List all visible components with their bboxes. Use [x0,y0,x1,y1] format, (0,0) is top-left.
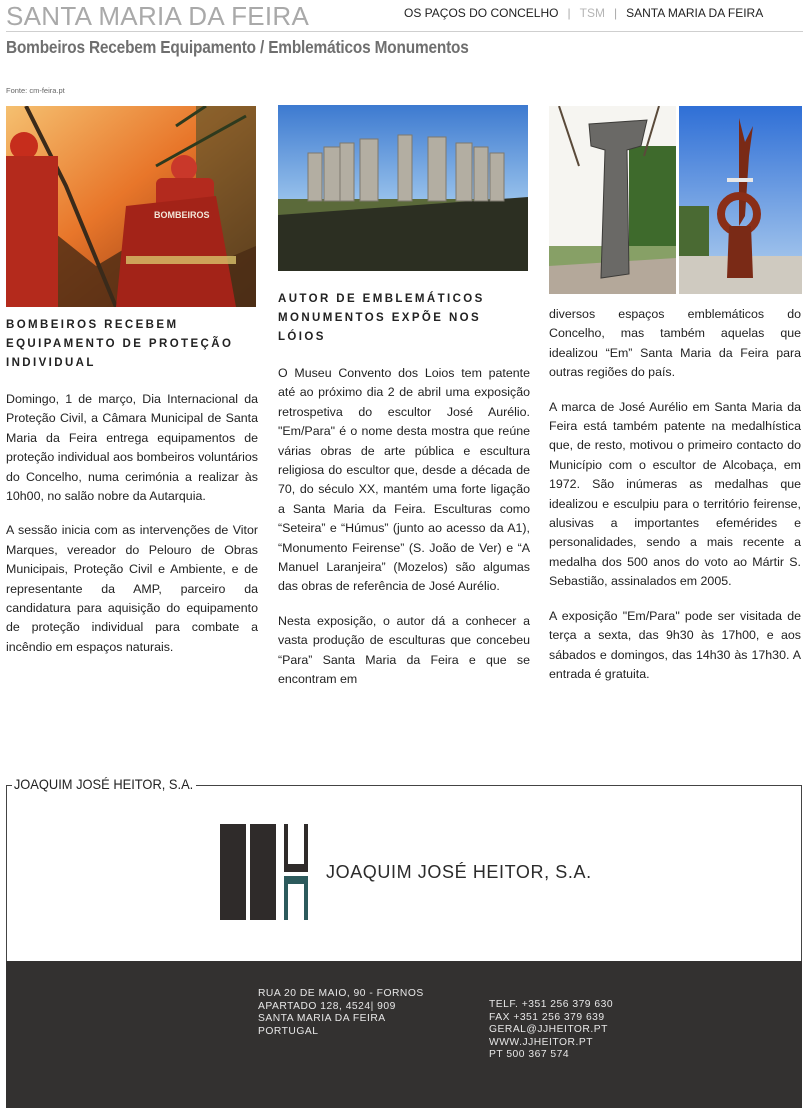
article-paragraph: diversos espaços emblemáticos do Concelho, mas também aquelas que idealizou “Em” Santa Maria da Feira para outras regiões do país. [549,307,801,380]
page-headline: Bombeiros Recebem Equipamento / Emblemáticos Monumentos [6,37,469,57]
top-nav [404,6,763,20]
article-jose-aurelio [278,290,530,705]
article-paragraph: A exposição "Em/Para" pode ser visitada de terça a sexta, das 9h30 às 17h00, e aos sábados e domingos, das 14h30 às 17h30. A entrada é gratuita. [549,608,801,681]
header-divider [6,31,803,32]
advertiser-contacts [489,999,613,1062]
sculpture-photo-2 [679,106,802,294]
nav-link-santa-maria-da-feira[interactable]: SANTA MARIA DA FEIRA [626,6,764,20]
tax-number: PT 500 367 574 [489,1049,570,1060]
nav-separator: | [613,6,618,20]
phone-number: TELF. +351 256 379 630 [489,999,614,1010]
masthead: SANTA MARIA DA FEIRA [6,1,310,31]
sculpture-photo-1 [549,106,676,294]
jjheitor-logo-icon [220,824,312,920]
nav-link-pacos-do-concelho[interactable]: OS PAÇOS DO CONCELHO [404,6,559,20]
article-paragraph: O Museu Convento dos Loios tem patente até ao próximo dia 2 de abril uma exposição retrospetiva do escultor José Aurélio. "Em/Para" é o nome desta mostra que reúne várias obras de arte pública e escultura religiosa do escultor que, desde a década de 70, do século XX, mantém uma forte ligação a Santa Maria da Feira. Esculturas como “Seteira” e “Húmus” (junto ao acesso da A1), “Monumento Feirense” (S. João de Ver) e “A Manuel Laranjeira” (Mozelos) são algumas das obras de referência de José Aurélio. [278,366,530,594]
article-title-monumentos: AUTOR DE EMBLEMÁTICOS MONUMENTOS EXPÕE NOS LÓIOS [278,293,485,343]
address-line: SANTA MARIA DA FEIRA [258,1013,386,1024]
address-line: PORTUGAL [258,1025,319,1037]
advertiser-address [258,988,424,1038]
nav-link-tsm[interactable]: TSM [579,6,605,20]
website-link[interactable]: WWW.JJHEITOR.PT [489,1036,593,1048]
nav-separator: | [567,6,571,20]
article-paragraph: A sessão inicia com as intervenções de Vitor Marques, vereador do Pelouro de Obras Municipais, Proteção Civil e Ambiente, e de representante da AMP, parceiro da candidatura para aquisição do equipamento de proteção individual para combate a incêndio em espaços naturais. [6,523,258,654]
firefighters-photo [6,106,256,307]
source-credit: Fonte: cm-feira.pt [6,86,65,95]
email-link[interactable]: GERAL@JJHEITOR.PT [489,1024,608,1035]
monuments-photo [278,105,528,271]
advertiser-brand-name: JOAQUIM JOSÉ HEITOR, S.A. [326,862,592,882]
article-paragraph: Nesta exposição, o autor dá a conhecer a vasta produção de esculturas que concebeu “Para” Santa Maria da Feira e que se encontram em [278,613,530,687]
article-paragraph: Domingo, 1 de março, Dia Internacional da Proteção Civil, a Câmara Municipal de Santa Maria da Feira entrega equipamentos de proteção individual aos bombeiros voluntários do Concelho, numa cerimónia a realizar às 10h00, no salão nobre da Autarquia. [6,392,258,504]
article-title-bombeiros: BOMBEIROS RECEBEM EQUIPAMENTO DE PROTEÇÃO INDIVIDUAL [6,319,234,369]
article-bombeiros [6,316,258,672]
advertisement-legend: JOAQUIM JOSÉ HEITOR, S.A. [12,776,196,792]
address-line: APARTADO 128, 4524| 909 [258,1000,396,1012]
fax-number: FAX +351 256 379 639 [489,1011,605,1023]
helmet-lettering: BOMBEIROS [154,210,210,220]
article-jose-aurelio-continued [549,305,801,699]
article-paragraph: A marca de José Aurélio em Santa Maria da Feira está também patente na medalhística que, de resto, motivou o primeiro contacto do Município com o escultor de Alcobaça, em 1972. São inúmeras as medalhas que idealizou e esculpiu para o território feirense, alusivas a importantes efemérides e personalidades, sendo a mais recente a medalha dos 500 anos do voto ao Mártir S. Sebastião, assinalados em 2005. [549,399,801,589]
address-line: RUA 20 DE MAIO, 90 - FORNOS [258,988,424,999]
